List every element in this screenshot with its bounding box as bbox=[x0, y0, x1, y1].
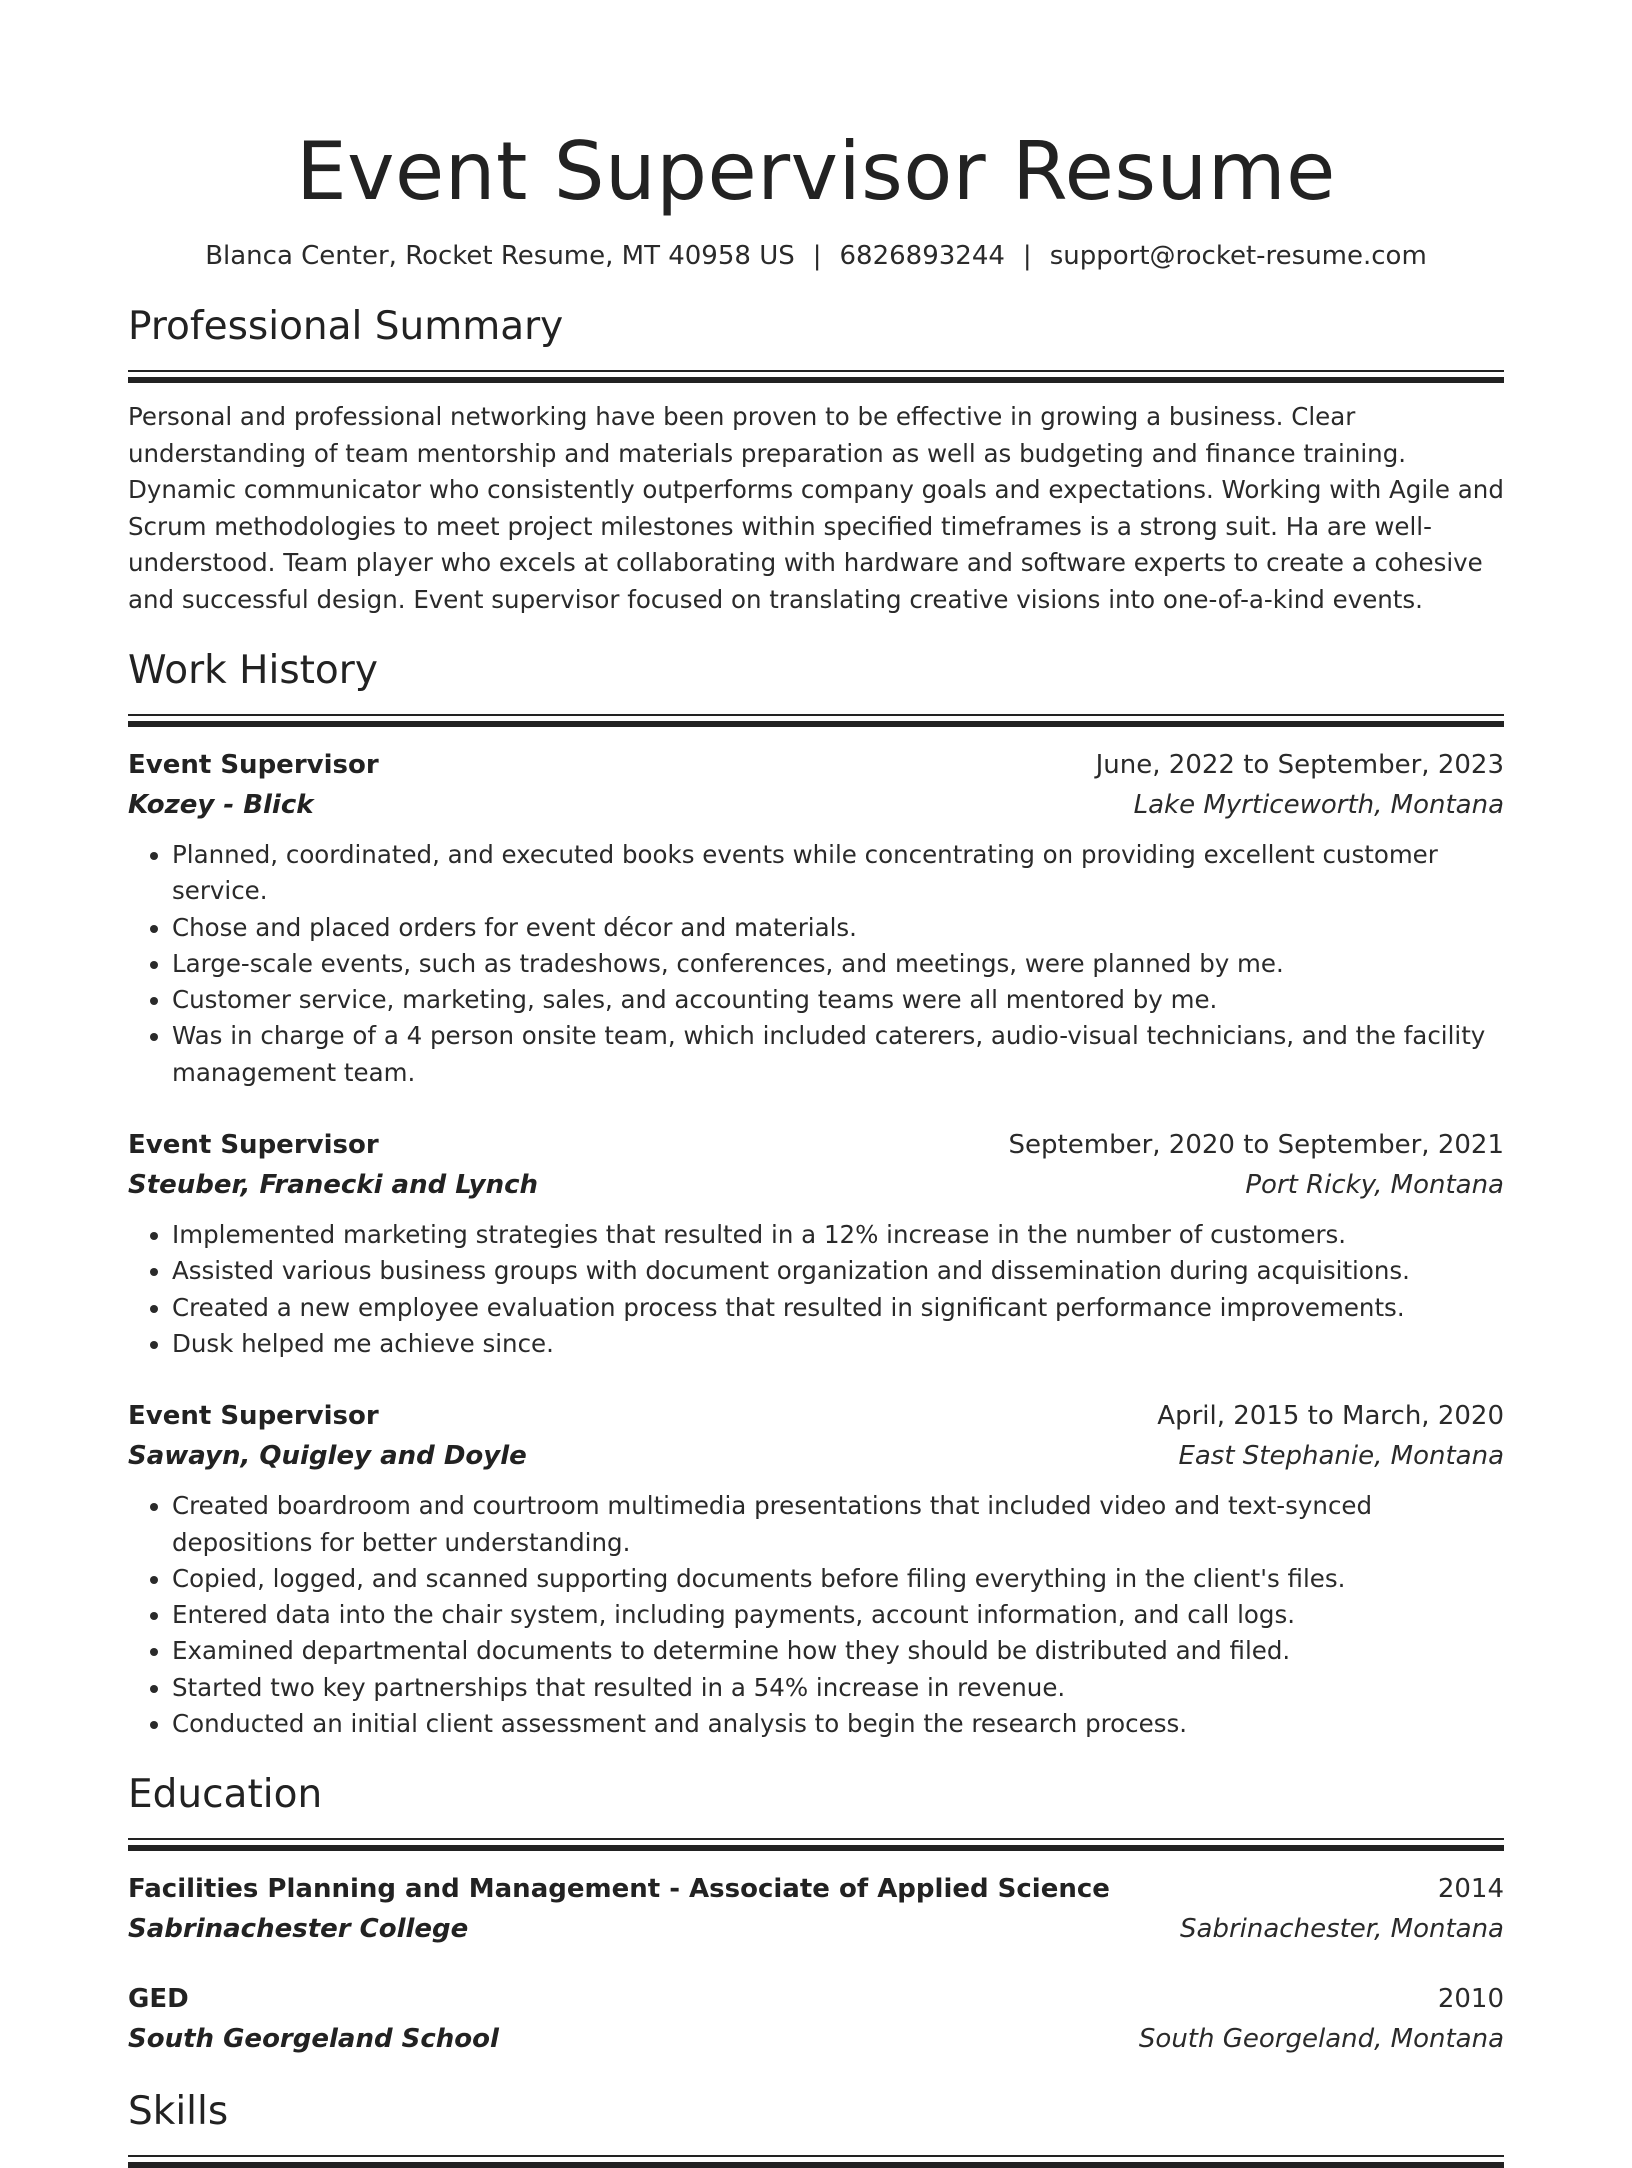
job-bullets bbox=[128, 1217, 1504, 1362]
education-entry bbox=[128, 1979, 1504, 2059]
job-entry bbox=[128, 1396, 1504, 1742]
job-bullet: • Dusk helped me achieve since. bbox=[172, 1326, 1504, 1362]
contact-separator: | bbox=[1022, 241, 1032, 271]
job-company: Sawayn, Quigley and Doyle bbox=[128, 1441, 527, 1472]
job-bullet: • Entered data into the chair system, including payments, account information, and call logs. bbox=[172, 1597, 1504, 1633]
education-year: 2014 bbox=[1437, 1874, 1504, 1905]
job-bullet: • Copied, logged, and scanned supporting documents before filing everything in the client's files. bbox=[172, 1561, 1504, 1597]
summary-text: Personal and professional networking have been proven to be effective in growing a business. Clear understanding of team mentorship and materials preparation as well as budgeting and finance training. Dynamic communicator who consistently outperforms company goals and expectations. Working with Agile and Scrum methodologies to meet project milestones within specified timeframes is a strong suit. Ha are well-understood. Team player who excels at collaborating with hardware and software experts to create a cohesive and successful design. Event supervisor focused on translating creative visions into one-of-a-kind events. bbox=[128, 402, 1504, 614]
resume-title: Event Supervisor Resume bbox=[296, 125, 1336, 218]
job-dates: April, 2015 to March, 2020 bbox=[1157, 1401, 1504, 1432]
skills-section-header bbox=[128, 2087, 1504, 2168]
job-bullet: • Customer service, marketing, sales, and accounting teams were all mentored by me. bbox=[172, 982, 1504, 1018]
education-section-header bbox=[128, 1770, 1504, 1851]
education-location: South Georgeland, Montana bbox=[1138, 2024, 1504, 2055]
education-degree: Facilities Planning and Management - Associate of Applied Science bbox=[128, 1874, 1110, 1905]
job-dates: June, 2022 to September, 2023 bbox=[1095, 750, 1504, 780]
contact-separator: | bbox=[812, 241, 822, 271]
education-degree: GED bbox=[128, 1984, 189, 2015]
job-dates: September, 2020 to September, 2021 bbox=[1008, 1130, 1504, 1161]
education-location: Sabrinachester, Montana bbox=[1180, 1914, 1504, 1945]
contact-email: support@rocket-resume.com bbox=[1049, 241, 1427, 271]
contact-address: Blanca Center, Rocket Resume, MT 40958 US bbox=[205, 241, 795, 271]
summary-section-header bbox=[128, 302, 1504, 383]
job-bullet: • Started two key partnerships that resulted in a 54% increase in revenue. bbox=[172, 1670, 1504, 1706]
job-company: Steuber, Franecki and Lynch bbox=[128, 1170, 539, 1201]
section-divider bbox=[128, 1838, 1504, 1851]
job-bullet: • Was in charge of a 4 person onsite team, which included caterers, audio-visual technicians, and the facility management team. bbox=[172, 1018, 1504, 1091]
education-year: 2010 bbox=[1437, 1984, 1504, 2015]
job-bullet: • Created boardroom and courtroom multimedia presentations that included video and text-synced depositions for better understanding. bbox=[172, 1488, 1504, 1561]
job-title: Event Supervisor bbox=[128, 1401, 379, 1432]
work-heading: Work History bbox=[128, 648, 378, 693]
job-bullet: • Chose and placed orders for event décor and materials. bbox=[172, 910, 1504, 946]
contact-phone: 6826893244 bbox=[839, 241, 1005, 271]
job-bullets bbox=[128, 1488, 1504, 1742]
job-bullet: • Large-scale events, such as tradeshows, conferences, and meetings, were planned by me. bbox=[172, 946, 1504, 982]
job-bullet: • Examined departmental documents to determine how they should be distributed and filed. bbox=[172, 1633, 1504, 1669]
education-school: Sabrinachester College bbox=[128, 1914, 469, 1945]
education-heading: Education bbox=[128, 1772, 323, 1818]
work-section-header bbox=[128, 646, 1504, 727]
job-title: Event Supervisor bbox=[128, 1130, 379, 1161]
job-entry bbox=[128, 1125, 1504, 1362]
job-bullets bbox=[128, 837, 1504, 1091]
job-bullet: • Implemented marketing strategies that resulted in a 12% increase in the number of customers. bbox=[172, 1217, 1504, 1253]
section-divider bbox=[128, 2155, 1504, 2168]
job-entry bbox=[128, 745, 1504, 1091]
job-title: Event Supervisor bbox=[128, 750, 379, 780]
skills-heading: Skills bbox=[128, 2089, 229, 2135]
section-divider bbox=[128, 714, 1504, 727]
job-bullet: • Created a new employee evaluation process that resulted in significant performance improvements. bbox=[172, 1290, 1504, 1326]
job-bullet: • Planned, coordinated, and executed books events while concentrating on providing excellent customer service. bbox=[172, 837, 1504, 910]
summary-heading: Professional Summary bbox=[128, 304, 564, 349]
contact-line bbox=[128, 238, 1504, 274]
job-location: Lake Myrticeworth, Montana bbox=[1133, 790, 1504, 820]
education-school: South Georgeland School bbox=[128, 2024, 499, 2055]
job-location: Port Ricky, Montana bbox=[1245, 1170, 1504, 1201]
job-bullet: • Assisted various business groups with document organization and dissemination during acquisitions. bbox=[172, 1253, 1504, 1289]
job-bullet: • Conducted an initial client assessment and analysis to begin the research process. bbox=[172, 1706, 1504, 1742]
education-entry bbox=[128, 1869, 1504, 1949]
job-company: Kozey - Blick bbox=[128, 790, 314, 820]
job-location: East Stephanie, Montana bbox=[1178, 1441, 1504, 1472]
resume-page bbox=[128, 0, 1504, 2168]
section-divider bbox=[128, 370, 1504, 383]
